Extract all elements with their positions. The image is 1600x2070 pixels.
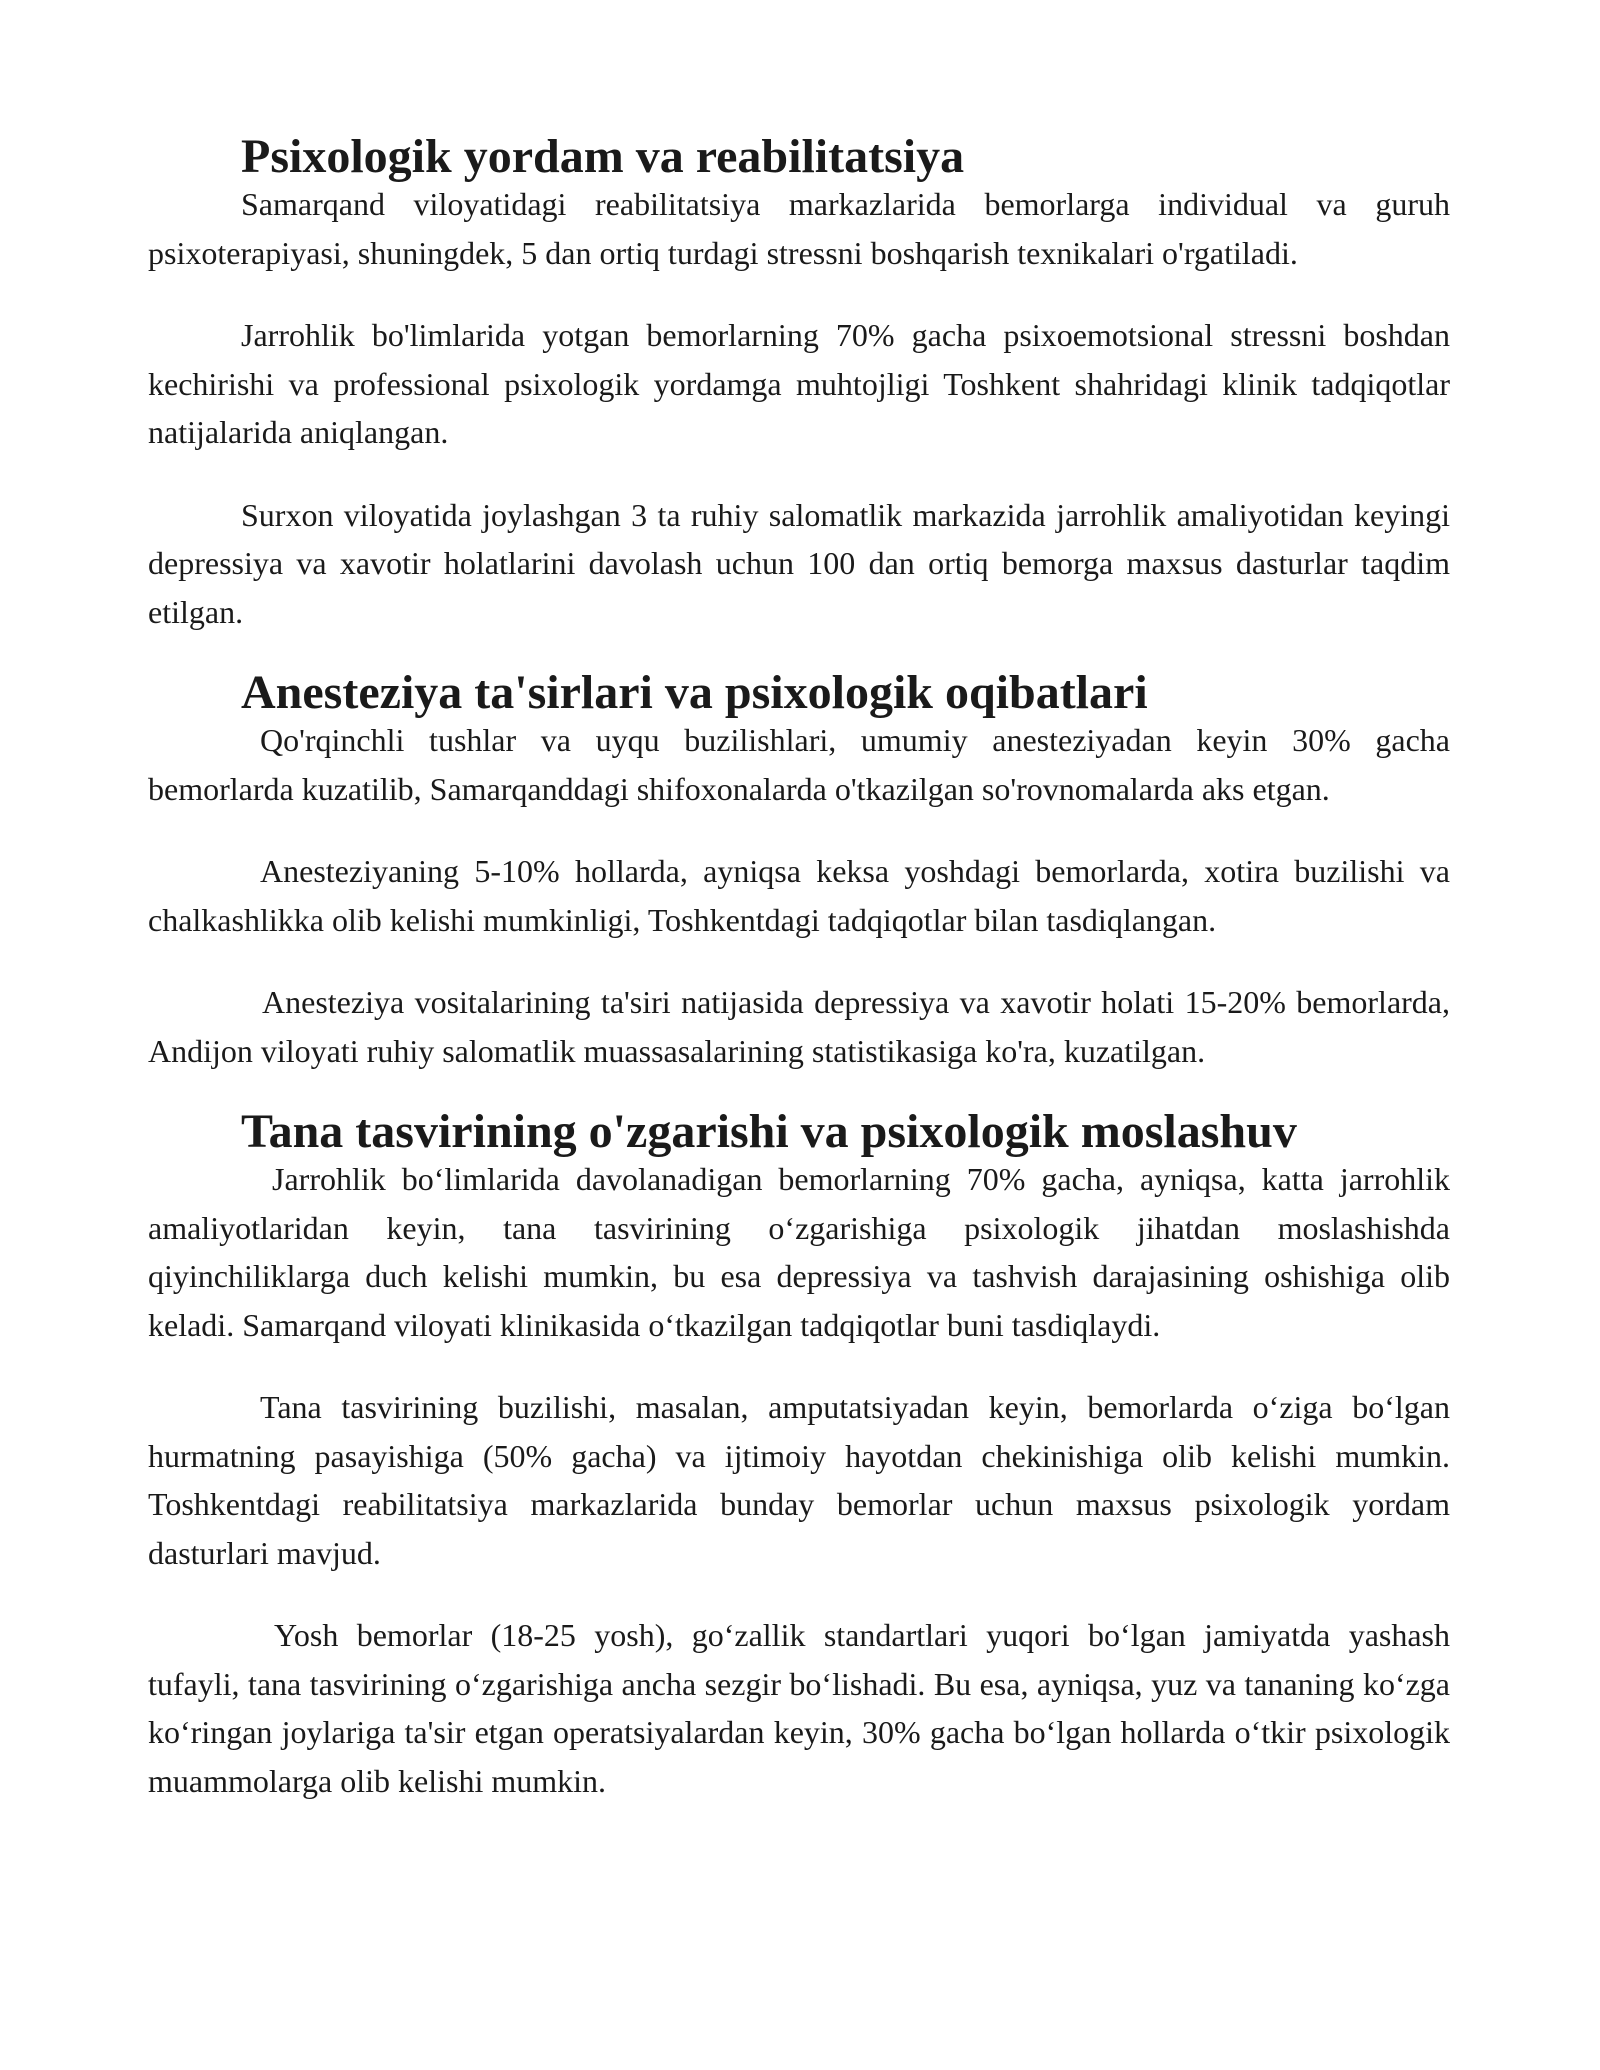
paragraph: Jarrohlik bo‘limlarida davolanadigan bemorlarning 70% gacha, ayniqsa, katta jarrohlik amaliyotlaridan keyin, tana tasvirining o‘zgarishiga psixologik jihatdan moslashishda qiyinchiliklarga duch kelishi mumkin, bu esa depressiya va tashvish darajasining oshishiga olib keladi. Samarqand viloyati klinikasida o‘tkazilgan tadqiqotlar buni tasdiqlaydi.: [148, 1161, 1450, 1343]
paragraph: Samarqand viloyatidagi reabilitatsiya markazlarida bemorlarga individual va guruh psixoterapiyasi, shuningdek, 5 dan ortiq turdagi stressni boshqarish texnikalari o'rgatiladi.: [148, 186, 1450, 271]
section-heading: Tana tasvirining o'zgarishi va psixologik moslashuv: [241, 1105, 1297, 1158]
paragraph: Jarrohlik bo'limlarida yotgan bemorlarning 70% gacha psixoemotsional stressni boshdan kechirishi va professional psixologik yordamga muhtojligi Toshkent shahridagi klinik tadqiqotlar natijalarida aniqlangan.: [148, 317, 1450, 450]
paragraph: Surxon viloyatida joylashgan 3 ta ruhiy salomatlik markazida jarrohlik amaliyotidan keyingi depressiya va xavotir holatlarini davolash uchun 100 dan ortiq bemorga maxsus dasturlar taqdim etilgan.: [148, 496, 1450, 630]
paragraph: Qo'rqinchli tushlar va uyqu buzilishlari, umumiy anesteziyadan keyin 30% gacha bemorlarda kuzatilib, Samarqanddagi shifoxonalarda o'tkazilgan so'rovnomalarda aks etgan.: [148, 722, 1450, 807]
document-page: [148, 130, 1450, 1805]
paragraph: Tana tasvirining buzilishi, masalan, amputatsiyadan keyin, bemorlarda o‘ziga bo‘lgan hurmatning pasayishiga (50% gacha) va ijtimoiy hayotdan chekinishiga olib kelishi mumkin. Toshkentdagi reabilitatsiya markazlarida bunday bemorlar uchun maxsus psixologik yordam dasturlari mavjud.: [148, 1389, 1450, 1571]
paragraph: Yosh bemorlar (18-25 yosh), go‘zallik standartlari yuqori bo‘lgan jamiyatda yashash tufayli, tana tasvirining o‘zgarishiga ancha sezgir bo‘lishadi. Bu esa, ayniqsa, yuz va tananing ko‘zga ko‘ringan joylariga ta'sir etgan operatsiyalardan keyin, 30% gacha bo‘lgan hollarda o‘tkir psixologik muammolarga olib kelishi mumkin.: [148, 1617, 1450, 1799]
paragraph: Anesteziya vositalarining ta'siri natijasida depressiya va xavotir holati 15-20% bemorlarda, Andijon viloyati ruhiy salomatlik muassasalarining statistikasiga ko'ra, kuzatilgan.: [148, 984, 1450, 1069]
section-heading: Psixologik yordam va reabilitatsiya: [241, 130, 965, 183]
paragraph: Anesteziyaning 5-10% hollarda, ayniqsa keksa yoshdagi bemorlarda, xotira buzilishi va chalkashlikka olib kelishi mumkinligi, Toshkentdagi tadqiqotlar bilan tasdiqlangan.: [148, 853, 1450, 938]
section-heading: Anesteziya ta'sirlari va psixologik oqibatlari: [241, 666, 1148, 719]
